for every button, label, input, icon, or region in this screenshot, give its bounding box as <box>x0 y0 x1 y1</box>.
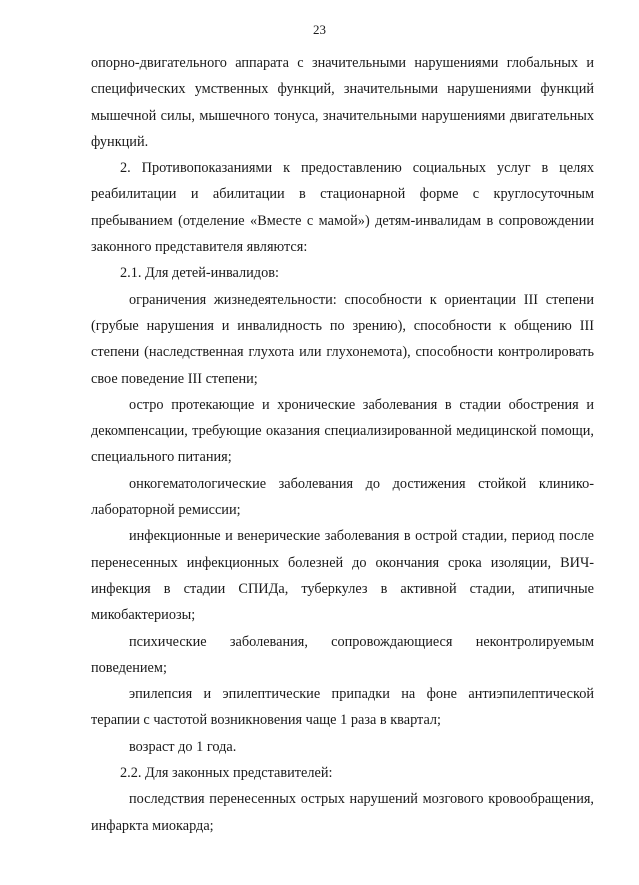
subheading-legal-representatives: 2.2. Для законных представителей: <box>120 765 333 782</box>
document-body <box>91 50 594 839</box>
list-item-epilepsy: эпилепсия и эпилептические припадки на фоне антиэпилептической терапии с частотой возникновения чаще 1 раза в квартал; <box>91 686 594 729</box>
list-item-oncohematology: онкогематологические заболевания до достижения стойкой клинико-лабораторной ремиссии; <box>91 475 594 519</box>
paragraph-continuation: опорно-двигательного аппарата с значительными нарушениями глобальных и специфических умственных функций, значительными нарушениями функций мышечной силы, мышечного тонуса, значительными нарушениями двигательных функций. <box>91 55 594 150</box>
list-item-acute-chronic-diseases: остро протекающие и хронические заболевания в стадии обострения и декомпенсации, требующие оказания специализированной медицинской помощи, специального питания; <box>91 396 594 466</box>
paragraph-contraindications-intro: 2. Противопоказаниями к предоставлению социальных услуг в целях реабилитации и абилитации в стационарной форме с круглосуточным пребыванием (отделение «Вместе с мамой») детям-инвалидам в сопровождении законного представителя являются: <box>91 160 594 256</box>
list-item-stroke-infarction: последствия перенесенных острых нарушений мозгового кровообращения, инфаркта миокарда; <box>91 791 594 834</box>
page-number: 23 <box>313 22 326 37</box>
list-item-infectious-diseases: инфекционные и венерические заболевания в острой стадии, период после перенесенных инфекционных болезней до окончания срока изоляции, ВИЧ-инфекция в стадии СПИДа, туберкулез в активной стадии, атипичные микобактериозы; <box>91 528 594 624</box>
list-item-mental-disorders: психические заболевания, сопровождающиеся неконтролируемым поведением; <box>91 633 594 676</box>
list-item-life-limitations: ограничения жизнедеятельности: способности к ориентации III степени (грубые нарушения и инвалидность по зрению), способности к общению III степени (наследственная глухота или глухонемота), способности контролировать свое поведение III степени; <box>91 291 594 387</box>
subheading-children: 2.1. Для детей-инвалидов: <box>120 265 279 282</box>
list-item-age-limit: возраст до 1 года. <box>129 738 237 755</box>
